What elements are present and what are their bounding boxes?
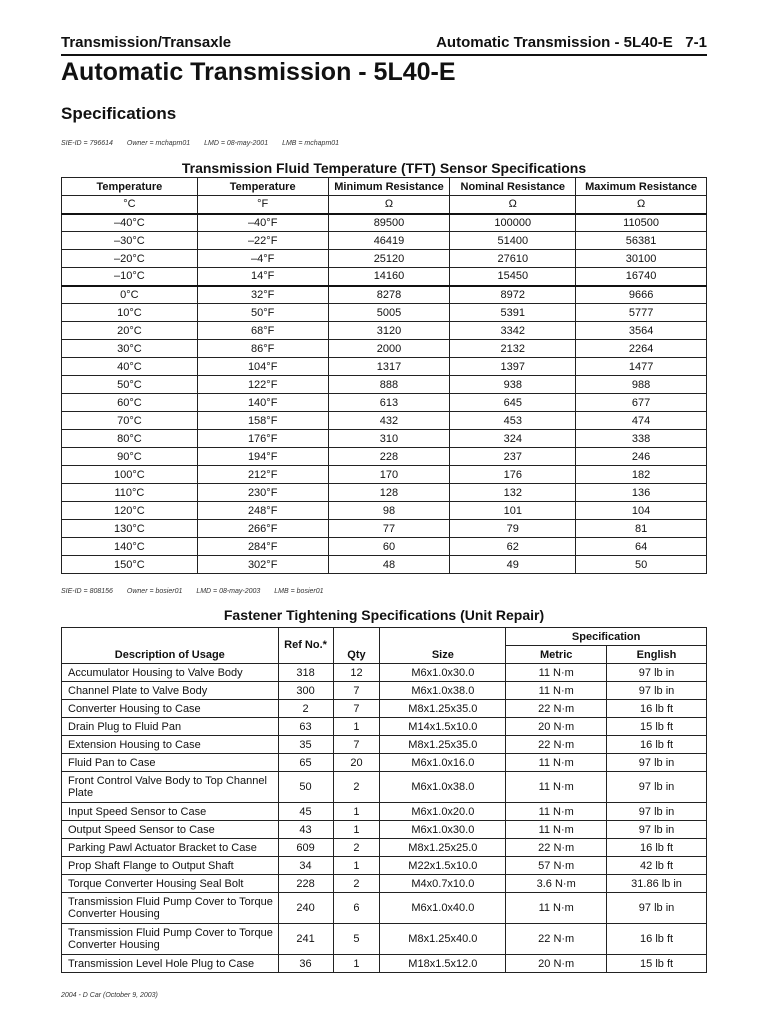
table-cell: 128 bbox=[328, 484, 450, 502]
table-cell: M8x1.25x40.0 bbox=[380, 924, 506, 955]
table-cell: 158°F bbox=[197, 412, 328, 430]
table-cell: M4x0.7x10.0 bbox=[380, 875, 506, 893]
table-cell: 16740 bbox=[576, 268, 707, 286]
tft-header-temp-f: Temperature bbox=[197, 178, 328, 196]
meta-lmb: LMB = bosier01 bbox=[274, 588, 324, 595]
table-cell: Prop Shaft Flange to Output Shaft bbox=[62, 857, 279, 875]
table-cell: 62 bbox=[450, 538, 576, 556]
table-cell: 22 N·m bbox=[506, 736, 607, 754]
table-cell: Drain Plug to Fluid Pan bbox=[62, 718, 279, 736]
table-cell: 15 lb ft bbox=[607, 718, 707, 736]
table-cell: 97 lb in bbox=[607, 772, 707, 803]
table-cell: 43 bbox=[278, 821, 333, 839]
table-cell: Transmission Level Hole Plug to Case bbox=[62, 955, 279, 973]
table-cell: –40°C bbox=[62, 214, 198, 232]
table-cell: 101 bbox=[450, 502, 576, 520]
table-cell: 22 N·m bbox=[506, 924, 607, 955]
table-row bbox=[62, 502, 707, 520]
table-cell: M8x1.25x35.0 bbox=[380, 700, 506, 718]
table-cell: 176°F bbox=[197, 430, 328, 448]
header-section-title: Transmission/Transaxle bbox=[61, 34, 232, 51]
table-cell: 97 lb in bbox=[607, 754, 707, 772]
table-cell: 11 N·m bbox=[506, 754, 607, 772]
table-cell: 0°C bbox=[62, 286, 198, 304]
table-cell: 89500 bbox=[328, 214, 450, 232]
fast-header-english: English bbox=[607, 646, 707, 664]
table-cell: 3.6 N·m bbox=[506, 875, 607, 893]
table-cell: M6x1.0x30.0 bbox=[380, 821, 506, 839]
tft-header-nominal: Nominal Resistance bbox=[450, 178, 576, 196]
table-row bbox=[62, 376, 707, 394]
fast-header-size: Size bbox=[380, 628, 506, 664]
table-cell: 230°F bbox=[197, 484, 328, 502]
table-cell: 11 N·m bbox=[506, 803, 607, 821]
table-cell: 16 lb ft bbox=[607, 839, 707, 857]
table-cell: Channel Plate to Valve Body bbox=[62, 682, 279, 700]
table-cell: 97 lb in bbox=[607, 664, 707, 682]
table-cell: 3342 bbox=[450, 322, 576, 340]
table-cell: M18x1.5x12.0 bbox=[380, 955, 506, 973]
table-cell: 237 bbox=[450, 448, 576, 466]
table-row bbox=[62, 875, 707, 893]
table-cell: 45 bbox=[278, 803, 333, 821]
table-cell: 338 bbox=[576, 430, 707, 448]
page-title: Automatic Transmission - 5L40-E bbox=[61, 58, 456, 86]
table-row bbox=[62, 718, 707, 736]
table-cell: 888 bbox=[328, 376, 450, 394]
table-cell: 15 lb ft bbox=[607, 955, 707, 973]
table-cell: 36 bbox=[278, 955, 333, 973]
table-cell: 120°C bbox=[62, 502, 198, 520]
table-cell: 11 N·m bbox=[506, 821, 607, 839]
tft-unit-cell: Ω bbox=[328, 196, 450, 214]
table-cell: 310 bbox=[328, 430, 450, 448]
tft-table-caption: Transmission Fluid Temperature (TFT) Sensor Specifications bbox=[181, 160, 587, 176]
table-cell: –4°F bbox=[197, 250, 328, 268]
table-cell: 11 N·m bbox=[506, 682, 607, 700]
table-cell: 31.86 lb in bbox=[607, 875, 707, 893]
table-cell: 48 bbox=[328, 556, 450, 574]
meta-owner: Owner = bosier01 bbox=[126, 588, 183, 595]
table-cell: 302°F bbox=[197, 556, 328, 574]
table-cell: 300 bbox=[278, 682, 333, 700]
table-cell: M6x1.0x40.0 bbox=[380, 893, 506, 924]
table-cell: 677 bbox=[576, 394, 707, 412]
table-cell: 170 bbox=[328, 466, 450, 484]
table-cell: 77 bbox=[328, 520, 450, 538]
meta-lmd: LMD = 08-may-2003 bbox=[196, 588, 261, 595]
table-cell: 136 bbox=[576, 484, 707, 502]
table-cell: 70°C bbox=[62, 412, 198, 430]
table-cell: 248°F bbox=[197, 502, 328, 520]
table-cell: 2 bbox=[278, 700, 333, 718]
table-row bbox=[62, 286, 707, 304]
table-cell: 5777 bbox=[576, 304, 707, 322]
meta-sie-id: SIE-ID = 796614 bbox=[61, 140, 113, 147]
table-cell: 30100 bbox=[576, 250, 707, 268]
table-cell: 228 bbox=[328, 448, 450, 466]
table-cell: –30°C bbox=[62, 232, 198, 250]
table-cell: 90°C bbox=[62, 448, 198, 466]
table-cell: 25120 bbox=[328, 250, 450, 268]
page-header bbox=[61, 34, 707, 56]
sie-meta-1 bbox=[61, 140, 351, 147]
table-cell: 60°C bbox=[62, 394, 198, 412]
table-row bbox=[62, 556, 707, 574]
table-cell: 97 lb in bbox=[607, 682, 707, 700]
table-row bbox=[62, 924, 707, 955]
table-row bbox=[62, 304, 707, 322]
table-cell: 212°F bbox=[197, 466, 328, 484]
table-cell: 7 bbox=[333, 700, 380, 718]
table-cell: 27610 bbox=[450, 250, 576, 268]
table-row bbox=[62, 520, 707, 538]
table-cell: 32°F bbox=[197, 286, 328, 304]
fast-header-qty: Qty bbox=[333, 628, 380, 664]
table-cell: 246 bbox=[576, 448, 707, 466]
table-cell: 474 bbox=[576, 412, 707, 430]
table-cell: 140°C bbox=[62, 538, 198, 556]
table-cell: M14x1.5x10.0 bbox=[380, 718, 506, 736]
table-cell: 645 bbox=[450, 394, 576, 412]
table-cell: 42 lb ft bbox=[607, 857, 707, 875]
table-cell: 324 bbox=[450, 430, 576, 448]
table-cell: 68°F bbox=[197, 322, 328, 340]
table-cell: 1477 bbox=[576, 358, 707, 376]
table-cell: Fluid Pan to Case bbox=[62, 754, 279, 772]
sie-meta-2 bbox=[61, 588, 336, 595]
table-cell: 176 bbox=[450, 466, 576, 484]
tft-unit-cell: Ω bbox=[450, 196, 576, 214]
table-cell: 228 bbox=[278, 875, 333, 893]
tft-header-max: Maximum Resistance bbox=[576, 178, 707, 196]
page-footer: 2004 - D Car (October 9, 2003) bbox=[61, 992, 158, 999]
table-cell: 432 bbox=[328, 412, 450, 430]
table-cell: 16 lb ft bbox=[607, 924, 707, 955]
table-cell: 2132 bbox=[450, 340, 576, 358]
fastener-table-caption: Fastener Tightening Specifications (Unit Repair) bbox=[223, 607, 545, 623]
table-cell: 150°C bbox=[62, 556, 198, 574]
table-cell: 130°C bbox=[62, 520, 198, 538]
table-cell: 20°C bbox=[62, 322, 198, 340]
table-cell: 86°F bbox=[197, 340, 328, 358]
table-cell: M6x1.0x30.0 bbox=[380, 664, 506, 682]
table-cell: 104 bbox=[576, 502, 707, 520]
table-cell: M8x1.25x25.0 bbox=[380, 839, 506, 857]
table-cell: 122°F bbox=[197, 376, 328, 394]
fast-header-ref: Ref No.* bbox=[278, 628, 333, 664]
table-row bbox=[62, 839, 707, 857]
table-cell: 14160 bbox=[328, 268, 450, 286]
table-row bbox=[62, 322, 707, 340]
tft-unit-cell: °F bbox=[197, 196, 328, 214]
tft-unit-cell: Ω bbox=[576, 196, 707, 214]
table-cell: 16 lb ft bbox=[607, 736, 707, 754]
table-row bbox=[62, 268, 707, 286]
table-cell: 100°C bbox=[62, 466, 198, 484]
table-row bbox=[62, 538, 707, 556]
table-cell: 1 bbox=[333, 955, 380, 973]
table-cell: 1 bbox=[333, 803, 380, 821]
table-cell: 63 bbox=[278, 718, 333, 736]
table-cell: 11 N·m bbox=[506, 772, 607, 803]
table-cell: M6x1.0x16.0 bbox=[380, 754, 506, 772]
table-cell: 40°C bbox=[62, 358, 198, 376]
table-cell: 49 bbox=[450, 556, 576, 574]
table-cell: 2 bbox=[333, 839, 380, 857]
table-cell: 20 N·m bbox=[506, 955, 607, 973]
table-cell: 318 bbox=[278, 664, 333, 682]
table-cell: 3564 bbox=[576, 322, 707, 340]
table-cell: 3120 bbox=[328, 322, 450, 340]
meta-sie-id: SIE-ID = 808156 bbox=[61, 588, 113, 595]
table-row bbox=[62, 682, 707, 700]
table-cell: M6x1.0x38.0 bbox=[380, 772, 506, 803]
table-cell: –22°F bbox=[197, 232, 328, 250]
table-cell: Parking Pawl Actuator Bracket to Case bbox=[62, 839, 279, 857]
table-row bbox=[62, 214, 707, 232]
table-cell: 57 N·m bbox=[506, 857, 607, 875]
table-cell: 51400 bbox=[450, 232, 576, 250]
table-cell: Output Speed Sensor to Case bbox=[62, 821, 279, 839]
table-cell: –20°C bbox=[62, 250, 198, 268]
table-row bbox=[62, 736, 707, 754]
table-cell: 22 N·m bbox=[506, 839, 607, 857]
table-cell: 182 bbox=[576, 466, 707, 484]
table-cell: 81 bbox=[576, 520, 707, 538]
table-cell: Input Speed Sensor to Case bbox=[62, 803, 279, 821]
table-cell: 20 bbox=[333, 754, 380, 772]
table-cell: 110°C bbox=[62, 484, 198, 502]
table-row bbox=[62, 803, 707, 821]
table-row bbox=[62, 664, 707, 682]
table-row bbox=[62, 484, 707, 502]
table-row bbox=[62, 955, 707, 973]
table-cell: 15450 bbox=[450, 268, 576, 286]
table-cell: 2 bbox=[333, 875, 380, 893]
table-cell: 241 bbox=[278, 924, 333, 955]
table-cell: 5391 bbox=[450, 304, 576, 322]
table-cell: 11 N·m bbox=[506, 893, 607, 924]
table-cell: Front Control Valve Body to Top Channel Plate bbox=[62, 772, 279, 803]
table-cell: 132 bbox=[450, 484, 576, 502]
table-cell: 9666 bbox=[576, 286, 707, 304]
table-row bbox=[62, 893, 707, 924]
table-cell: 2000 bbox=[328, 340, 450, 358]
table-cell: 1 bbox=[333, 718, 380, 736]
fastener-spec-table bbox=[61, 627, 707, 973]
table-row bbox=[62, 250, 707, 268]
table-cell: 50°C bbox=[62, 376, 198, 394]
table-cell: 97 lb in bbox=[607, 893, 707, 924]
section-title: Specifications bbox=[61, 104, 177, 123]
table-row bbox=[62, 358, 707, 376]
table-cell: M6x1.0x20.0 bbox=[380, 803, 506, 821]
table-row bbox=[62, 821, 707, 839]
table-cell: 5005 bbox=[328, 304, 450, 322]
table-cell: Transmission Fluid Pump Cover to Torque Converter Housing bbox=[62, 893, 279, 924]
table-cell: Extension Housing to Case bbox=[62, 736, 279, 754]
table-cell: 98 bbox=[328, 502, 450, 520]
table-cell: Converter Housing to Case bbox=[62, 700, 279, 718]
table-cell: 140°F bbox=[197, 394, 328, 412]
tft-header-min: Minimum Resistance bbox=[328, 178, 450, 196]
table-cell: 938 bbox=[450, 376, 576, 394]
table-cell: 56381 bbox=[576, 232, 707, 250]
table-cell: 284°F bbox=[197, 538, 328, 556]
table-cell: 1317 bbox=[328, 358, 450, 376]
table-cell: 30°C bbox=[62, 340, 198, 358]
table-row bbox=[62, 394, 707, 412]
table-cell: Torque Converter Housing Seal Bolt bbox=[62, 875, 279, 893]
table-row bbox=[62, 700, 707, 718]
table-cell: 613 bbox=[328, 394, 450, 412]
tft-unit-cell: °C bbox=[62, 196, 198, 214]
table-cell: 10°C bbox=[62, 304, 198, 322]
table-row bbox=[62, 466, 707, 484]
table-cell: 60 bbox=[328, 538, 450, 556]
table-row bbox=[62, 430, 707, 448]
table-cell: 110500 bbox=[576, 214, 707, 232]
table-row bbox=[62, 232, 707, 250]
table-cell: –10°C bbox=[62, 268, 198, 286]
table-cell: 2264 bbox=[576, 340, 707, 358]
table-cell: 64 bbox=[576, 538, 707, 556]
table-cell: 1 bbox=[333, 821, 380, 839]
table-cell: –40°F bbox=[197, 214, 328, 232]
table-cell: 1 bbox=[333, 857, 380, 875]
tft-spec-table bbox=[61, 177, 707, 574]
table-cell: 8972 bbox=[450, 286, 576, 304]
table-row bbox=[62, 412, 707, 430]
table-cell: 11 N·m bbox=[506, 664, 607, 682]
table-cell: 20 N·m bbox=[506, 718, 607, 736]
table-cell: 2 bbox=[333, 772, 380, 803]
table-cell: 988 bbox=[576, 376, 707, 394]
table-cell: 50 bbox=[576, 556, 707, 574]
table-cell: Accumulator Housing to Valve Body bbox=[62, 664, 279, 682]
table-row bbox=[62, 772, 707, 803]
table-cell: 14°F bbox=[197, 268, 328, 286]
table-cell: 50°F bbox=[197, 304, 328, 322]
fast-header-desc: Description of Usage bbox=[62, 628, 279, 664]
table-cell: 194°F bbox=[197, 448, 328, 466]
table-row bbox=[62, 448, 707, 466]
table-cell: M8x1.25x35.0 bbox=[380, 736, 506, 754]
table-cell: 34 bbox=[278, 857, 333, 875]
table-cell: 35 bbox=[278, 736, 333, 754]
table-cell: 97 lb in bbox=[607, 821, 707, 839]
table-cell: 5 bbox=[333, 924, 380, 955]
header-page-ref: Automatic Transmission - 5L40-E 7-1 bbox=[436, 34, 707, 51]
table-cell: 100000 bbox=[450, 214, 576, 232]
table-cell: 104°F bbox=[197, 358, 328, 376]
table-cell: 65 bbox=[278, 754, 333, 772]
meta-lmd: LMD = 08-may-2001 bbox=[204, 140, 269, 147]
table-cell: 80°C bbox=[62, 430, 198, 448]
table-cell: 79 bbox=[450, 520, 576, 538]
table-cell: 6 bbox=[333, 893, 380, 924]
table-cell: Transmission Fluid Pump Cover to Torque Converter Housing bbox=[62, 924, 279, 955]
table-row bbox=[62, 857, 707, 875]
meta-owner: Owner = mchapm01 bbox=[126, 140, 191, 147]
table-cell: M22x1.5x10.0 bbox=[380, 857, 506, 875]
table-cell: 12 bbox=[333, 664, 380, 682]
table-cell: 453 bbox=[450, 412, 576, 430]
table-row bbox=[62, 754, 707, 772]
table-cell: 50 bbox=[278, 772, 333, 803]
table-cell: 97 lb in bbox=[607, 803, 707, 821]
table-cell: 22 N·m bbox=[506, 700, 607, 718]
tft-header-temp-c: Temperature bbox=[62, 178, 198, 196]
table-cell: 8278 bbox=[328, 286, 450, 304]
fast-header-metric: Metric bbox=[506, 646, 607, 664]
meta-lmb: LMB = mchapm01 bbox=[282, 140, 340, 147]
table-cell: 266°F bbox=[197, 520, 328, 538]
table-cell: 1397 bbox=[450, 358, 576, 376]
fast-header-spec: Specification bbox=[506, 628, 707, 646]
table-cell: 7 bbox=[333, 682, 380, 700]
table-cell: M6x1.0x38.0 bbox=[380, 682, 506, 700]
table-cell: 16 lb ft bbox=[607, 700, 707, 718]
table-cell: 7 bbox=[333, 736, 380, 754]
table-row bbox=[62, 340, 707, 358]
table-cell: 46419 bbox=[328, 232, 450, 250]
table-cell: 609 bbox=[278, 839, 333, 857]
table-cell: 240 bbox=[278, 893, 333, 924]
